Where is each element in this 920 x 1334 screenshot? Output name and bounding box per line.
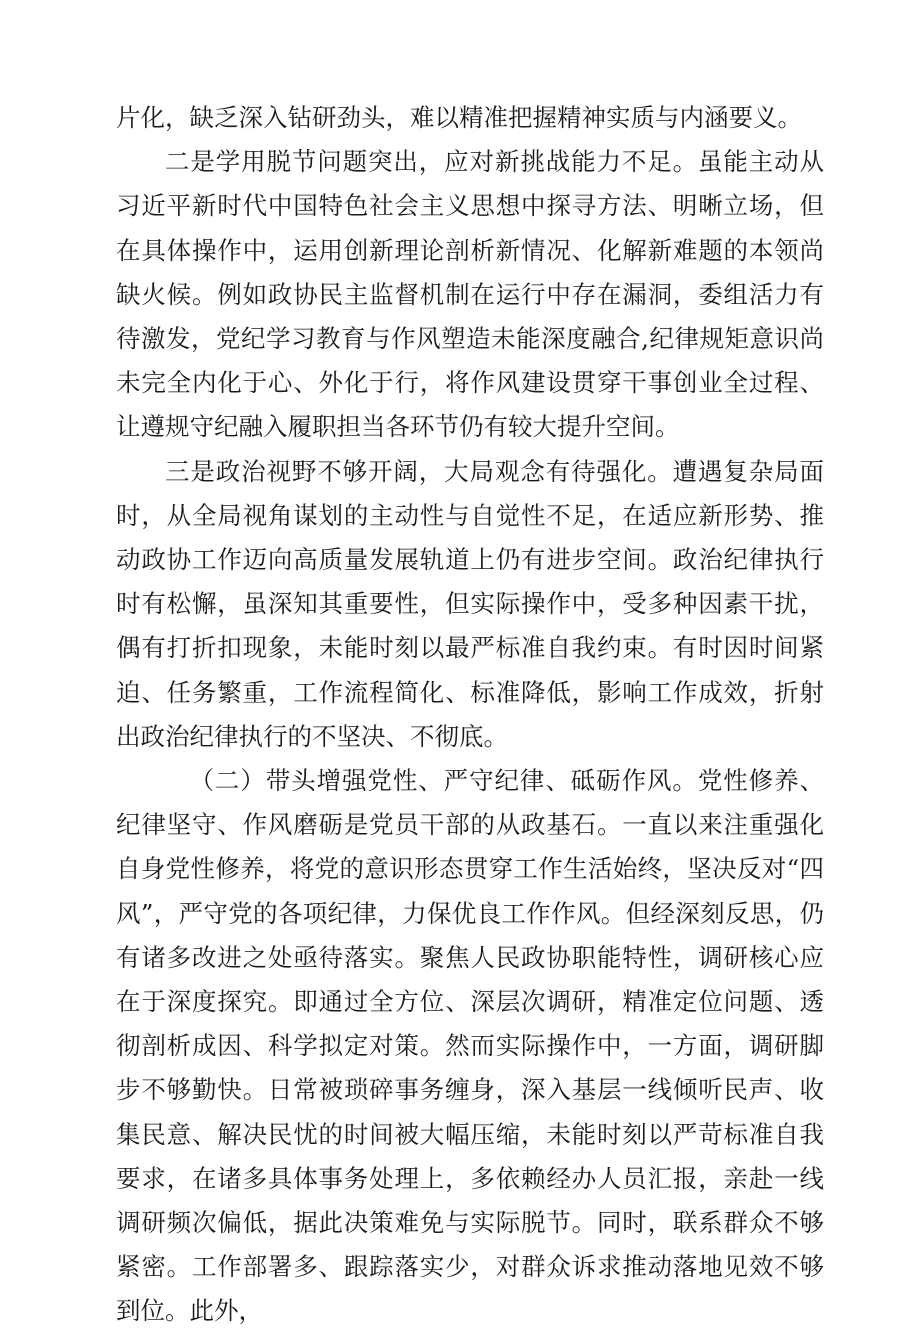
paragraph-section-two: （二）带头增强党性、严守纪律、砥砺作风。党性修养、纪律坚守、作风磨砺是党员干部的从政基石。一直以来注重强化自身党性修养，将党的意识形态贯穿工作生活始终，坚决反对“四风”，严守党的各项纪律，力保优良工作作风。但经深刻反思，仍有诸多改进之处亟待落实。聚焦人民政协职能特性，调研核心应在于深度探究。即通过全方位、深层次调研，精准定位问题、透彻剖析成因、科学拟定对策。然而实际操作中，一方面，调研脚步不够勤快。日常被琐碎事务缠身，深入基层一线倾听民声、收集民意、解决民忧的时间被大幅压缩，未能时刻以严苛标准自我要求，在诸多具体事务处理上，多依赖经办人员汇报，亲赴一线调研频次偏低，据此决策难免与实际脱节。同时，联系群众不够紧密。工作部署多、跟踪落实少，对群众诉求推动落地见效不够到位。此外，: [116, 766, 824, 1326]
document-body: [116, 96, 824, 1334]
paragraph-continuation: 片化，缺乏深入钻研劲头，难以精准把握精神实质与内涵要义。: [116, 103, 802, 132]
paragraph-point-two: 二是学用脱节问题突出，应对新挑战能力不足。虽能主动从习近平新时代中国特色社会主义思想中探寻方法、明晰立场，但在具体操作中，运用创新理论剖析新情况、化解新难题的本领尚缺火候。例如政协民主监督机制在运行中存在漏洞，委组活力有待激发，党纪学习教育与作风塑造未能深度融合,纪律规矩意识尚未完全内化于心、外化于行，将作风建设贯穿干事创业全过程、让遵规守纪融入履职担当各环节仍有较大提升空间。: [116, 147, 824, 442]
paragraph-point-three: 三是政治视野不够开阔，大局观念有待强化。遭遇复杂局面时，从全局视角谋划的主动性与自觉性不足，在适应新形势、推动政协工作迈向高质量发展轨道上仍有进步空间。政治纪律执行时有松懈，虽深知其重要性，但实际操作中，受多种因素干扰，偶有打折扣现象，未能时刻以最严标准自我约束。有时因时间紧迫、任务繁重，工作流程简化、标准降低，影响工作成效，折射出政治纪律执行的不坚决、不彻底。: [116, 456, 824, 751]
